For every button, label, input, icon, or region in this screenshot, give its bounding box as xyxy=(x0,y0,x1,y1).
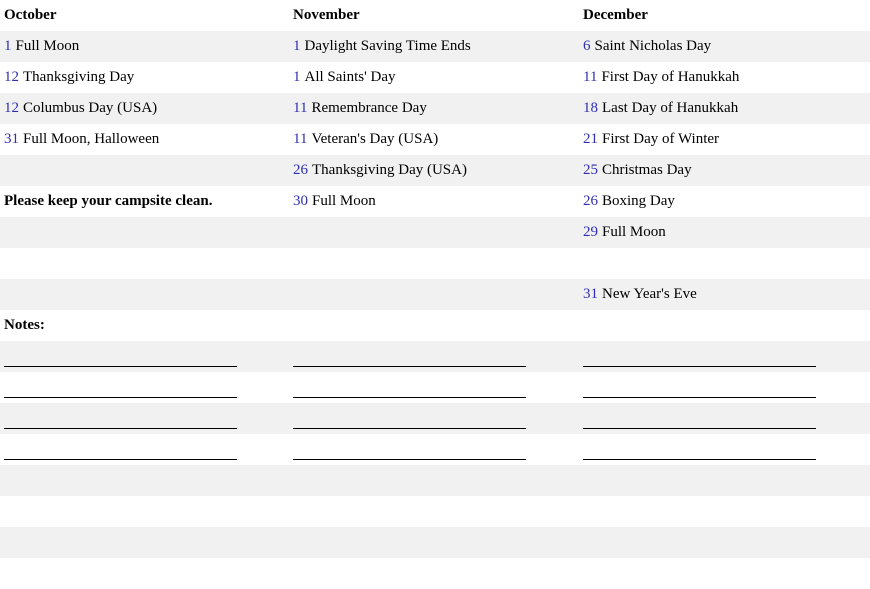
empty-cell xyxy=(4,465,290,496)
grid-row xyxy=(0,62,870,93)
empty-cell xyxy=(293,465,579,496)
notes-heading-cell xyxy=(4,310,290,341)
grid-row-inner xyxy=(0,248,870,279)
grid-row xyxy=(0,527,870,558)
holiday-day-number: 26 xyxy=(583,193,598,209)
empty-cell xyxy=(293,279,579,310)
holiday-day-number: 31 xyxy=(583,286,598,302)
empty-cell xyxy=(4,279,290,310)
empty-cell xyxy=(583,465,868,496)
month-name: October xyxy=(4,7,57,23)
holiday-day-number: 29 xyxy=(583,224,598,240)
grid-row xyxy=(0,341,870,372)
holiday-name: Remembrance Day xyxy=(311,100,427,116)
holiday-day-number: 11 xyxy=(583,69,598,85)
campsite-notice: Please keep your campsite clean. xyxy=(4,193,213,209)
holiday-day-number: 1 xyxy=(293,38,301,54)
empty-cell xyxy=(4,248,290,279)
holiday-name: Full Moon xyxy=(602,224,666,240)
grid-row-inner xyxy=(0,558,870,589)
month-name: November xyxy=(293,7,360,23)
empty-cell xyxy=(583,248,868,279)
grid-row xyxy=(0,434,870,465)
notes-write-line[interactable] xyxy=(4,428,237,429)
empty-cell xyxy=(4,155,290,186)
grid-row xyxy=(0,155,870,186)
holiday-entry xyxy=(583,186,868,217)
holiday-day-number: 11 xyxy=(293,131,308,147)
grid-row xyxy=(0,310,870,341)
holiday-entry xyxy=(4,124,290,155)
holiday-entry xyxy=(293,155,579,186)
grid-row xyxy=(0,124,870,155)
grid-row-inner xyxy=(0,62,870,93)
grid-row-inner xyxy=(0,217,870,248)
campsite-notice-cell xyxy=(4,186,290,217)
holiday-name: Thanksgiving Day xyxy=(23,69,135,85)
grid-row-inner xyxy=(0,527,870,558)
notes-write-line[interactable] xyxy=(293,397,526,398)
holiday-name: Daylight Saving Time Ends xyxy=(304,38,471,54)
holiday-entry xyxy=(583,124,868,155)
holiday-day-number: 31 xyxy=(4,131,19,147)
empty-cell xyxy=(583,527,868,558)
holiday-day-number: 21 xyxy=(583,131,598,147)
grid-row xyxy=(0,279,870,310)
holiday-entry xyxy=(293,31,579,62)
grid-row-inner xyxy=(0,434,870,465)
grid-row-inner xyxy=(0,93,870,124)
holiday-day-number: 1 xyxy=(4,38,12,54)
grid-row xyxy=(0,248,870,279)
grid-row xyxy=(0,217,870,248)
holiday-day-number: 26 xyxy=(293,162,308,178)
holiday-entry xyxy=(583,155,868,186)
notes-write-line[interactable] xyxy=(4,366,237,367)
notes-write-line[interactable] xyxy=(583,397,816,398)
holiday-name: Veteran's Day (USA) xyxy=(311,131,439,147)
holiday-entry xyxy=(583,31,868,62)
holiday-entry xyxy=(583,217,868,248)
empty-cell xyxy=(583,496,868,527)
grid-row xyxy=(0,403,870,434)
holiday-entry xyxy=(293,186,579,217)
empty-cell xyxy=(583,558,868,589)
holiday-name: First Day of Winter xyxy=(602,131,720,147)
empty-cell xyxy=(4,558,290,589)
grid-row xyxy=(0,465,870,496)
notes-write-line[interactable] xyxy=(293,366,526,367)
holiday-name: Saint Nicholas Day xyxy=(594,38,712,54)
grid-row-inner xyxy=(0,279,870,310)
grid-row xyxy=(0,496,870,527)
empty-cell xyxy=(293,558,579,589)
holiday-entry xyxy=(293,124,579,155)
notes-label: Notes: xyxy=(4,317,45,333)
notes-write-line[interactable] xyxy=(583,428,816,429)
holiday-name: Thanksgiving Day (USA) xyxy=(312,162,467,178)
grid-row-inner xyxy=(0,124,870,155)
grid-row xyxy=(0,558,870,589)
notes-write-line[interactable] xyxy=(583,459,816,460)
grid-row-inner xyxy=(0,155,870,186)
grid-row-inner xyxy=(0,310,870,341)
grid-row-inner xyxy=(0,0,870,31)
grid-row-inner xyxy=(0,403,870,434)
holiday-day-number: 12 xyxy=(4,100,19,116)
holiday-entry xyxy=(293,93,579,124)
grid-row-inner xyxy=(0,341,870,372)
grid-row-inner xyxy=(0,465,870,496)
holiday-entry xyxy=(4,93,290,124)
holiday-name: First Day of Hanukkah xyxy=(601,69,740,85)
empty-cell xyxy=(4,496,290,527)
empty-cell xyxy=(4,217,290,248)
holiday-name: Full Moon xyxy=(15,38,80,54)
holiday-day-number: 6 xyxy=(583,38,591,54)
empty-cell xyxy=(293,248,579,279)
holiday-name: Boxing Day xyxy=(602,193,675,209)
holiday-day-number: 18 xyxy=(583,100,598,116)
grid-row-inner xyxy=(0,372,870,403)
empty-cell xyxy=(293,496,579,527)
holiday-name: Full Moon xyxy=(312,193,376,209)
grid-row xyxy=(0,186,870,217)
holiday-entry xyxy=(4,62,290,93)
holiday-day-number: 25 xyxy=(583,162,598,178)
grid-row xyxy=(0,0,870,31)
holiday-entry xyxy=(583,62,868,93)
holiday-day-number: 12 xyxy=(4,69,19,85)
holiday-day-number: 11 xyxy=(293,100,308,116)
grid-row xyxy=(0,93,870,124)
month-header-cell xyxy=(583,0,868,31)
holiday-entry xyxy=(583,93,868,124)
empty-cell xyxy=(293,217,579,248)
holiday-name: Christmas Day xyxy=(602,162,692,178)
holiday-name: All Saints' Day xyxy=(304,69,396,85)
grid-row-inner xyxy=(0,31,870,62)
holiday-name: Columbus Day (USA) xyxy=(23,100,158,116)
holiday-entry xyxy=(4,31,290,62)
empty-cell xyxy=(4,527,290,558)
grid-row xyxy=(0,31,870,62)
holiday-day-number: 1 xyxy=(293,69,301,85)
holiday-name: Last Day of Hanukkah xyxy=(602,100,739,116)
holiday-day-number: 30 xyxy=(293,193,308,209)
notes-write-line[interactable] xyxy=(293,459,526,460)
empty-cell xyxy=(293,310,579,341)
notes-write-line[interactable] xyxy=(583,366,816,367)
month-header-cell xyxy=(293,0,579,31)
notes-write-line[interactable] xyxy=(293,428,526,429)
empty-cell xyxy=(293,527,579,558)
holiday-entry xyxy=(583,279,868,310)
notes-write-line[interactable] xyxy=(4,459,237,460)
holiday-name: Full Moon, Halloween xyxy=(23,131,160,147)
month-header-cell xyxy=(4,0,290,31)
notes-write-line[interactable] xyxy=(4,397,237,398)
grid-row-inner xyxy=(0,186,870,217)
grid-row-inner xyxy=(0,496,870,527)
month-name: December xyxy=(583,7,648,23)
grid-row xyxy=(0,372,870,403)
holiday-name: New Year's Eve xyxy=(602,286,697,302)
holiday-entry xyxy=(293,62,579,93)
empty-cell xyxy=(583,310,868,341)
